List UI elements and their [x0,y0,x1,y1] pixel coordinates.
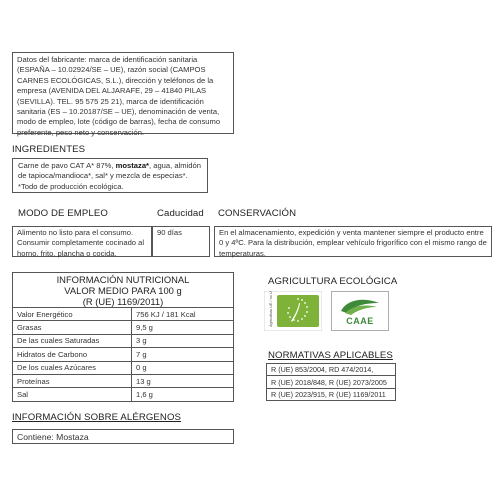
nutrition-value: 9,5 g [132,321,234,334]
nutrition-title-line3: (R (UE) 1169/2011) [82,296,164,308]
ingredients-allergen-bold: mostaza* [115,161,149,170]
nutrition-label: De los cuales Azúcares [13,361,132,374]
ingredients-title: INGREDIENTES [12,144,86,155]
manufacturer-text: Datos del fabricante: marca de identificación sanitaria (ESPAÑA – 10.02924/SE – UE), razón social (CAMPOS CARNES ECOLÓGICAS, S.L.), dirección y teléfonos de la empresa (AVENIDA DEL ALJARAFE, 29 – 41840 PILAS (SEVILLA). TEL. 95 575 25 21), marca de identificación sanitaria (ES – 10.20187/SE – UE), denominación de venta, modo de empleo, lote (código de barras), fecha de consumo preferente, peso neto y conservación. [17,55,221,137]
ingredients-text-end: , agua, almidón de tapioca/mandioca*, sal* y mezcla de especias*. *Todo de producción ecológica. [18,161,201,191]
regulations-title: NORMATIVAS APLICABLES [268,350,393,361]
usage-text: Alimento no listo para el consumo. Consumir completamente cocinado al horno, frito, plancha o cocida. [17,228,145,258]
nutrition-row [13,361,234,374]
expiry-title: Caducidad [157,208,204,219]
nutrition-row [13,334,234,347]
nutrition-label: Valor Energético [13,308,132,321]
caae-logo [331,291,389,331]
nutrition-value: 13 g [132,374,234,387]
allergens-box [12,429,234,444]
regulation-item: R (UE) 2018/848, R (UE) 2073/2005 [267,376,396,388]
nutrition-value: 7 g [132,348,234,361]
regulation-item: R (UE) 853/2004, RD 474/2014, [267,364,396,376]
usage-box [12,226,152,257]
nutrition-row [13,388,234,401]
regulation-row [267,388,396,400]
allergens-title: INFORMACIÓN SOBRE ALÉRGENOS [12,412,182,423]
nutrition-table [12,307,234,402]
eu-organic-logo [264,291,322,331]
nutrition-title-line2: VALOR MEDIO PARA 100 g [64,285,182,297]
nutrition-row [13,321,234,334]
regulations-table [266,363,396,401]
regulation-row [267,376,396,388]
nutrition-row [13,308,234,321]
organic-title: AGRICULTURA ECOLÓGICA [268,276,398,287]
nutrition-row [13,374,234,387]
nutrition-label: De las cuales Saturadas [13,334,132,347]
nutrition-value: 756 KJ / 181 Kcal [132,308,234,321]
ingredients-text-start: Carne de pavo CAT A* 87%, [18,161,116,170]
nutrition-row [13,348,234,361]
expiry-text: 90 días [157,228,182,237]
nutrition-label: Proteínas [13,374,132,387]
nutrition-label: Sal [13,388,132,401]
expiry-box [152,226,210,257]
caae-label: CAAE [346,316,374,326]
nutrition-label: Grasas [13,321,132,334]
nutrition-value: 0 g [132,361,234,374]
conservation-title: CONSERVACIÓN [218,208,297,219]
manufacturer-box [12,52,234,137]
conservation-box [214,226,492,257]
regulation-item: R (UE) 2023/915, R (UE) 1169/2011 [267,388,396,400]
nutrition-title-box [12,272,234,308]
ingredients-box [12,158,208,193]
usage-title: MODO DE EMPLEO [18,208,108,219]
nutrition-value: 1,6 g [132,388,234,401]
nutrition-title-line1: INFORMACIÓN NUTRICIONAL [56,274,190,285]
eu-side-text: Agricultura UE / no UE [269,291,273,327]
nutrition-label: Hidratos de Carbono [13,348,132,361]
nutrition-value: 3 g [132,334,234,347]
conservation-text: En el almacenamiento, expedición y venta mantener siempre el producto entre 0 y 4ºC. Para la distribución, emplear vehículo frigorífico con el mismo rango de temperaturas. [219,228,487,258]
allergens-text: Contiene: Mostaza [17,432,89,442]
regulation-row [267,364,396,376]
